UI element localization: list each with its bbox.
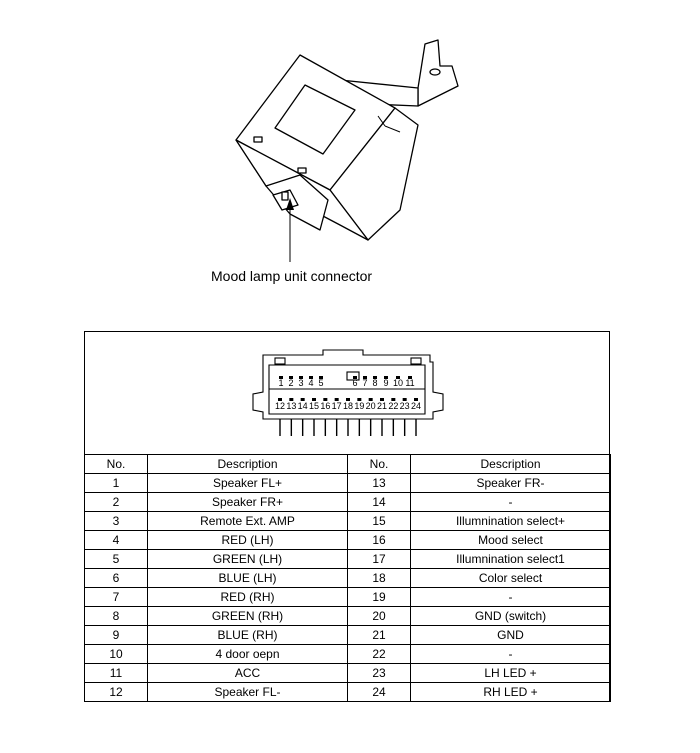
pin-description: GREEN (LH): [148, 550, 348, 569]
pin-label-top: 5: [318, 378, 324, 388]
pin-number: 3: [85, 512, 148, 531]
table-row: [85, 664, 611, 683]
pin-label-bottom: 18: [342, 401, 354, 411]
pin-description: 4 door oepn: [148, 645, 348, 664]
pin-description: RH LED +: [411, 683, 611, 702]
pin-number: 2: [85, 493, 148, 512]
pin-label-bottom: 16: [320, 401, 331, 411]
pin-description: Mood select: [411, 531, 611, 550]
pin-number: 20: [348, 607, 411, 626]
table-row: [85, 645, 611, 664]
pin-description: LH LED +: [411, 664, 611, 683]
pin-label-top: 10: [392, 378, 404, 388]
pin-number: 1: [85, 474, 148, 493]
pin-description: -: [411, 645, 611, 664]
pin-label-top: 9: [383, 378, 389, 388]
header-description-left: Description: [148, 455, 348, 474]
pin-number: 14: [348, 493, 411, 512]
table-row: [85, 531, 611, 550]
pin-description: Illumnination select1: [411, 550, 611, 569]
table-row: [85, 607, 611, 626]
pin-number: 12: [85, 683, 148, 702]
header-no-right: No.: [348, 455, 411, 474]
pin-label-top: 3: [298, 378, 304, 388]
pin-description: Color select: [411, 569, 611, 588]
pin-description: GREEN (RH): [148, 607, 348, 626]
header-no-left: No.: [85, 455, 148, 474]
pin-description: -: [411, 588, 611, 607]
pin-description: -: [411, 493, 611, 512]
pin-number: 10: [85, 645, 148, 664]
pin-description: Remote Ext. AMP: [148, 512, 348, 531]
table-row: [85, 626, 611, 645]
pin-description: GND: [411, 626, 611, 645]
pin-number: 16: [348, 531, 411, 550]
pin-label-bottom: 20: [365, 401, 376, 411]
pin-label-bottom: 19: [354, 401, 365, 411]
pin-description: RED (RH): [148, 588, 348, 607]
pin-label-bottom: 23: [399, 401, 410, 411]
pin-number: 7: [85, 588, 148, 607]
connector-pinout-frame: [84, 331, 610, 702]
pin-number: 22: [348, 645, 411, 664]
pin-number: 19: [348, 588, 411, 607]
pin-number: 13: [348, 474, 411, 493]
pin-label-top: 6: [352, 378, 358, 388]
pin-description: Speaker FL-: [148, 683, 348, 702]
pin-description-table: [84, 454, 611, 702]
pin-description: ACC: [148, 664, 348, 683]
table-row: [85, 588, 611, 607]
pin-number: 23: [348, 664, 411, 683]
table-row: [85, 512, 611, 531]
pin-number: 24: [348, 683, 411, 702]
pin-label-bottom: 22: [388, 401, 399, 411]
pin-description: BLUE (LH): [148, 569, 348, 588]
pin-label-bottom: 21: [376, 401, 388, 411]
pin-description: Speaker FR+: [148, 493, 348, 512]
table-row: [85, 569, 611, 588]
connector-face-drawing: [85, 332, 611, 454]
pin-label-top: 7: [362, 378, 368, 388]
table-row: [85, 550, 611, 569]
pin-description: RED (LH): [148, 531, 348, 550]
pin-number: 4: [85, 531, 148, 550]
pin-label-bottom: 14: [297, 401, 308, 411]
pin-number: 17: [348, 550, 411, 569]
pin-label-bottom: 24: [410, 401, 422, 411]
pin-number: 8: [85, 607, 148, 626]
pin-label-bottom: 13: [286, 401, 297, 411]
pin-description: BLUE (RH): [148, 626, 348, 645]
table-row: [85, 493, 611, 512]
pin-number: 5: [85, 550, 148, 569]
pin-description: Speaker FL+: [148, 474, 348, 493]
header-description-right: Description: [411, 455, 611, 474]
pin-label-top: 8: [372, 378, 378, 388]
pin-label-top: 4: [308, 378, 314, 388]
pin-number: 11: [85, 664, 148, 683]
pin-label-bottom: 15: [308, 401, 320, 411]
pin-label-top: 1: [278, 378, 284, 388]
table-row: [85, 683, 611, 702]
pin-number: 21: [348, 626, 411, 645]
pin-label-bottom: 17: [331, 401, 342, 411]
pin-number: 9: [85, 626, 148, 645]
pin-number: 6: [85, 569, 148, 588]
pin-description: Speaker FR-: [411, 474, 611, 493]
pin-description: Illumnination select+: [411, 512, 611, 531]
connector-caption: Mood lamp unit connector: [211, 268, 373, 284]
table-row: [85, 474, 611, 493]
pin-label-top: 2: [288, 378, 294, 388]
pin-number: 15: [348, 512, 411, 531]
pin-number: 18: [348, 569, 411, 588]
pin-label-bottom: 12: [274, 401, 286, 411]
table-header-row: [85, 455, 611, 474]
pin-description: GND (switch): [411, 607, 611, 626]
pin-label-top: 11: [405, 378, 415, 388]
